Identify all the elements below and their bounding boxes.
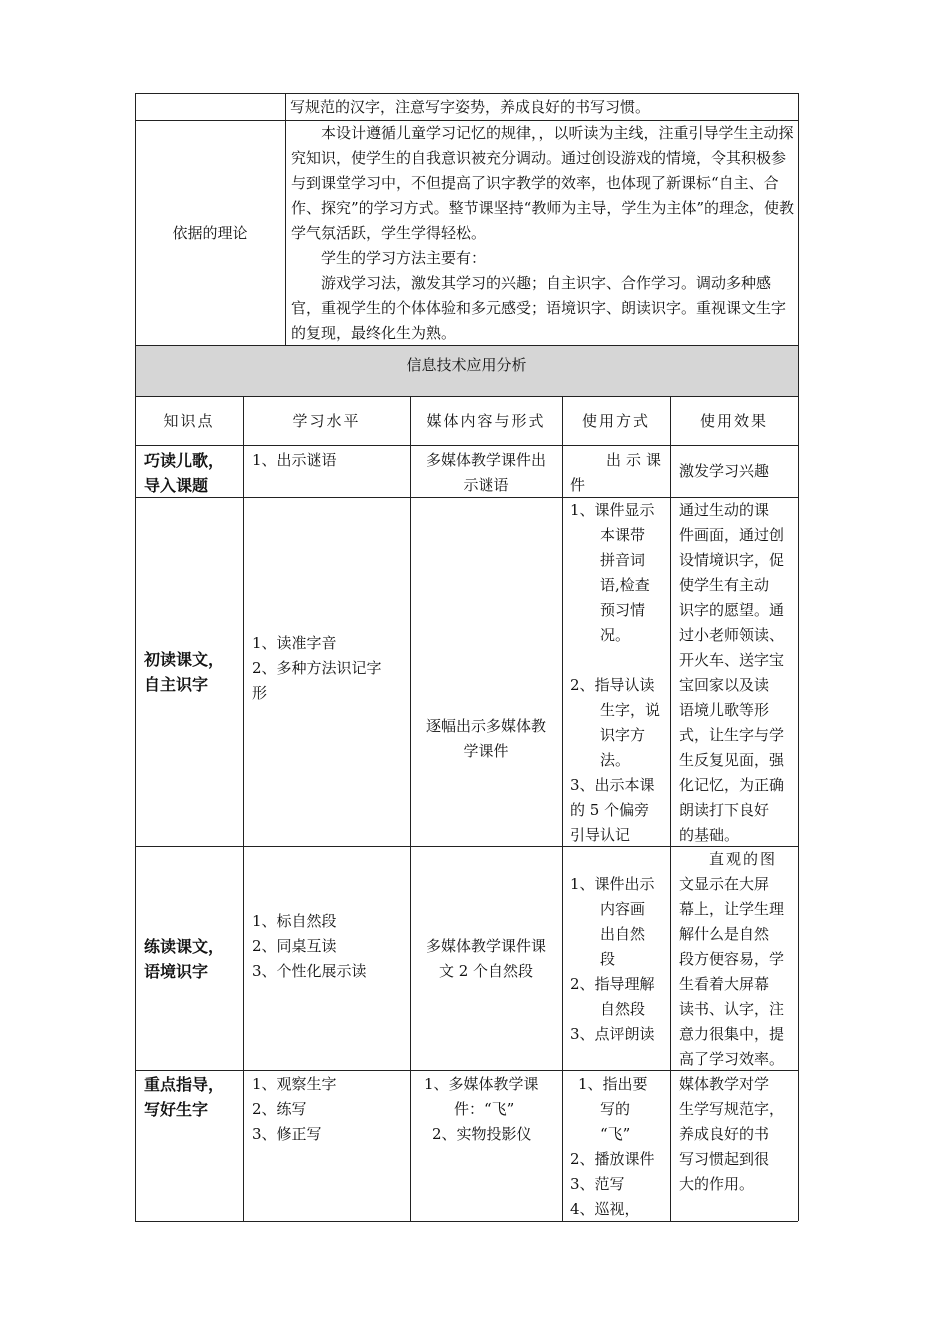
theory-paragraph: 本设计遵循儿童学习记忆的规律，，以听读为主线，注重引导学生主动探究知识，使学生的自我意识被充分调动。通过创设游戏的情境，令其积极参与到课堂学习中，不但提高了识字教学的效率，也体现了新课标“自主、合作、探究”的学习方式。整节课坚持“教师为主导，学生为主体”的理念，使教学气氛活跃，学生学得轻松。 — [291, 124, 795, 242]
top-row-text: 写规范的汉字，注意写字姿势，养成良好的书写习惯。 — [290, 98, 651, 116]
header-media: 媒体内容与形式 — [426, 412, 546, 430]
header-usage: 使用方式 — [581, 412, 650, 430]
row2-level: 1、读准字音 2、多种方法识记字 形 — [252, 634, 382, 702]
row2-topic: 初读课文， 自主识字 — [144, 650, 225, 694]
row1-topic: 巧读儿歌， 导入课题 — [144, 451, 225, 495]
header-effect: 使用效果 — [699, 412, 768, 430]
header-topic: 知识点 — [163, 412, 215, 430]
section-title: 信息技术应用分析 — [406, 356, 527, 374]
row2-media: 逐幅出示多媒体教 学课件 — [425, 717, 546, 760]
theory-paragraph: 游戏学习法，激发其学习的兴趣；自主识字、合作学习。调动多种感官，重视学生的个体体验和多元感受；语境识字、朗读识字。重视课文生字的复现，最终化生为熟。 — [291, 274, 787, 342]
theory-paragraph: 学生的学习方法主要有： — [321, 249, 487, 267]
row3-topic: 练读课文， 语境识字 — [144, 937, 225, 981]
row4-level: 1、观察生字 2、练写 3、修正写 — [252, 1075, 337, 1143]
row4-usage: 1、指出要 写的 “飞” 2、播放课件 3、范写 4、巡视， — [570, 1075, 655, 1218]
row3-effect: 直观的图 文显示在大屏 幕上，让学生理 解什么是自然 段方便容易，学 生看着大屏幕 读书、认字，注 意力很集中，提 高了学习效率。 — [679, 850, 785, 1068]
row2-effect: 通过生动的课 件画面，通过创 设情境识字，促 使学生有主动 识字的愿望。通 过小老师领读、 开火车、送字宝 宝回家以及读 语境儿歌等形 式，让生字与学 生反复见面，强 化记忆，为正确 朗读打下良好 的基础。 — [679, 501, 785, 844]
row1-effect: 激发学习兴趣 — [679, 462, 770, 480]
row3-media: 多媒体教学课件课 文 2 个自然段 — [425, 937, 546, 980]
row4-effect: 媒体教学对学 生学写规范字， 养成良好的书 写习惯起到很 大的作用。 — [679, 1075, 785, 1193]
row4-media: 1、多媒体教学课 件：“飞” 2、实物投影仪 — [424, 1075, 539, 1143]
row3-usage: 1、课件出示 内容画 出自然 段 2、指导理解 自然段 3、点评朗读 — [570, 875, 655, 1043]
row1-level: 1、出示谜语 — [252, 451, 337, 469]
theory-label: 依据的理论 — [172, 224, 248, 242]
theory-content — [291, 121, 794, 346]
row3-level: 1、标自然段 2、同桌互读 3、个性化展示读 — [252, 912, 367, 980]
row2-usage: 1、课件显示 本课带 拼音词 语,检查 预习情 况。 2、指导认读 生字，说 识字方 法。 3、出示本课 的 5 个偏旁 引导认记 — [570, 501, 661, 844]
row1-usage: 出示课 件 — [570, 451, 666, 494]
row4-topic: 重点指导， 写好生字 — [144, 1075, 225, 1119]
row1-media: 多媒体教学课件出 示谜语 — [425, 451, 546, 494]
header-level: 学习水平 — [292, 412, 361, 430]
